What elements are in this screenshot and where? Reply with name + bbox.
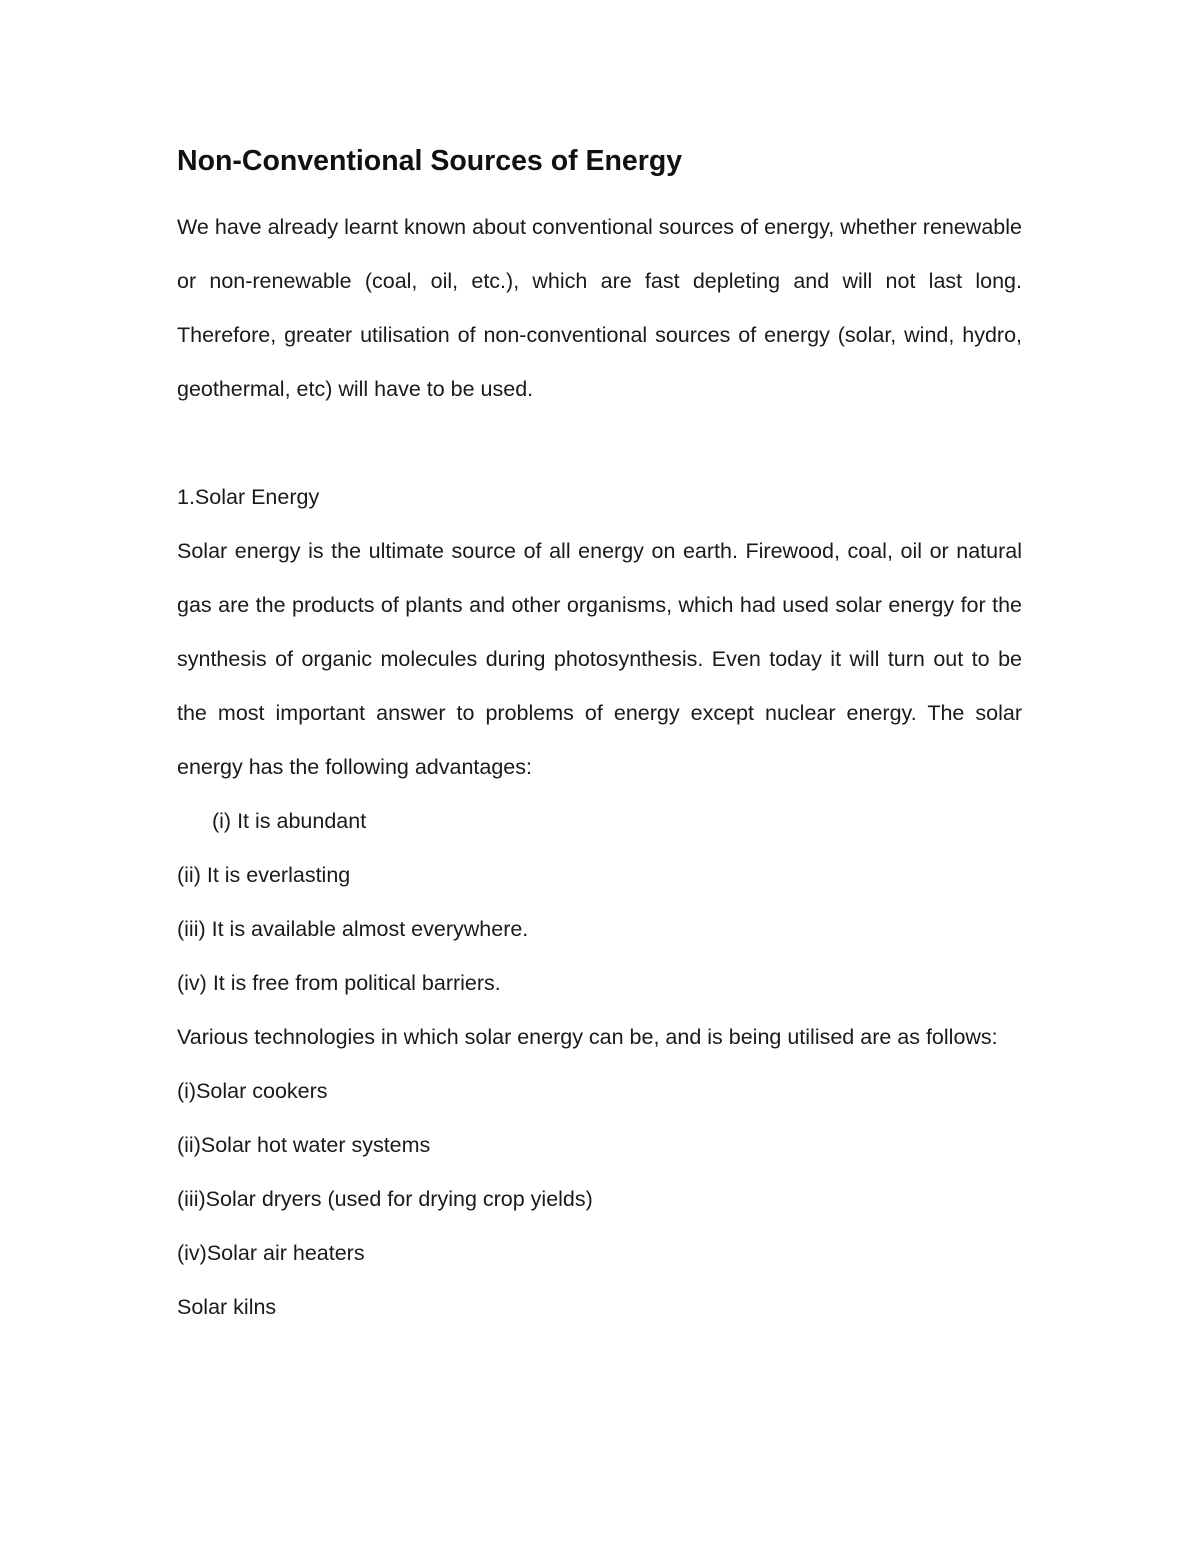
- technology-item: (iii)Solar dryers (used for drying crop yields): [177, 1187, 593, 1211]
- advantage-item: (iii) It is available almost everywhere.: [177, 917, 529, 941]
- document-body: [177, 139, 1022, 1334]
- technology-item: (ii)Solar hot water systems: [177, 1133, 431, 1157]
- intro-paragraph: We have already learnt known about conventional sources of energy, whether renewable or non-renewable (coal, oil, etc.), which are fast depleting and will not last long. Therefore, greater utilisation of non-conventional sources of energy (solar, wind, hydro, geothermal, etc) will have to be used.: [177, 215, 1022, 401]
- document-title: Non-Conventional Sources of Energy: [177, 145, 683, 177]
- section-heading-solar-energy: 1.Solar Energy: [177, 485, 320, 509]
- advantage-item: (i) It is abundant: [212, 809, 367, 833]
- advantages-list: [177, 794, 1022, 1010]
- technology-item: (i)Solar cookers: [177, 1079, 328, 1103]
- technology-item: (iv)Solar air heaters: [177, 1241, 365, 1265]
- advantage-item: (ii) It is everlasting: [177, 863, 351, 887]
- technologies-intro-paragraph: Various technologies in which solar energy can be, and is being utilised are as follows:: [177, 1025, 998, 1049]
- technology-item: Solar kilns: [177, 1295, 277, 1319]
- solar-energy-paragraph: Solar energy is the ultimate source of all energy on earth. Firewood, coal, oil or natural gas are the products of plants and other organisms, which had used solar energy for the synthesis of organic molecules during photosynthesis. Even today it will turn out to be the most important answer to problems of energy except nuclear energy. The solar energy has the following advantages:: [177, 539, 1022, 779]
- technologies-list: [177, 1064, 1022, 1334]
- advantage-item: (iv) It is free from political barriers.: [177, 971, 501, 995]
